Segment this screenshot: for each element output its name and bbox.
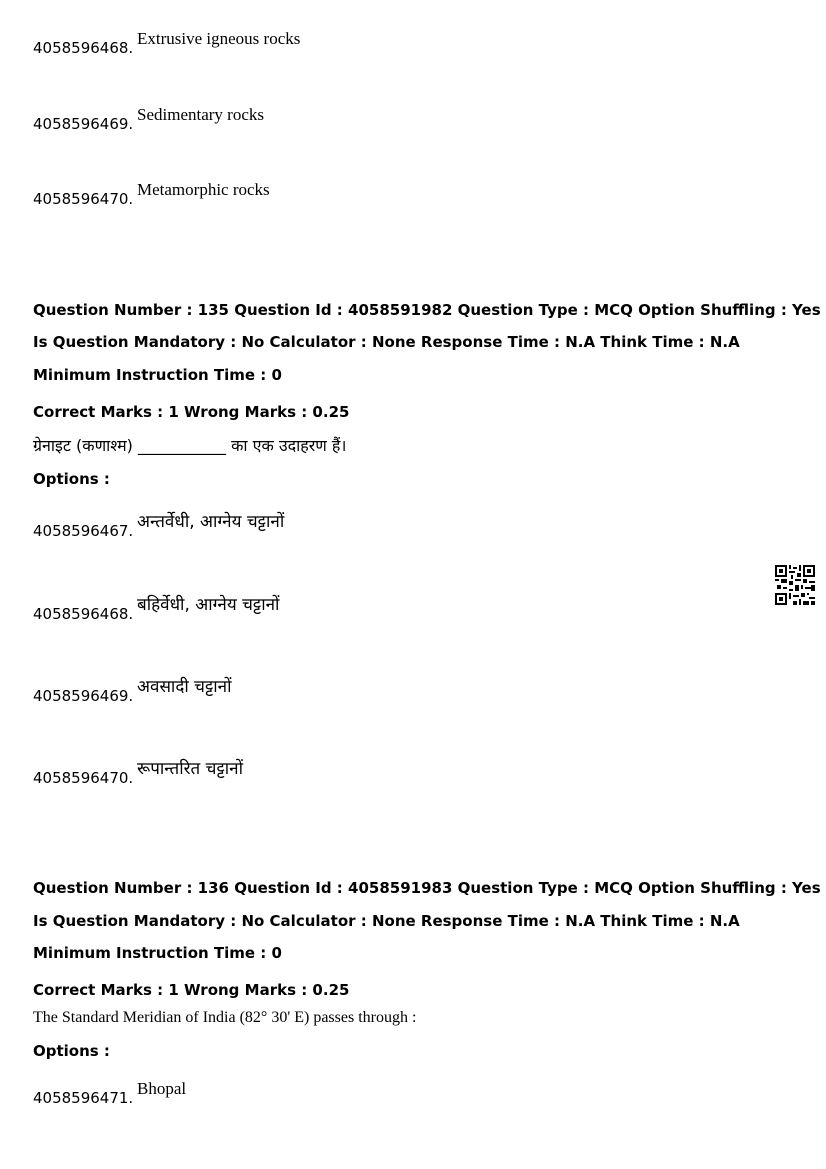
qr-code-icon xyxy=(775,565,815,605)
option-number: 4058596468. xyxy=(33,605,134,623)
option-number: 4058596469. xyxy=(33,115,134,133)
option-text: Bhopal xyxy=(137,1079,187,1098)
option-number: 4058596467. xyxy=(33,522,134,540)
option-number: 4058596468. xyxy=(33,39,134,57)
option-text: Extrusive igneous rocks xyxy=(137,29,301,48)
option-text: Metamorphic rocks xyxy=(137,180,270,199)
option-number: 4058596471. xyxy=(33,1089,134,1107)
option-number: 4058596469. xyxy=(33,687,134,705)
option-text: Sedimentary rocks xyxy=(137,105,264,124)
option-text: अवसादी चट्टानों xyxy=(137,677,232,697)
marks-info: Correct Marks : 1 Wrong Marks : 0.25 xyxy=(33,403,350,421)
option-number: 4058596470. xyxy=(33,190,134,208)
instruction-time: Minimum Instruction Time : 0 xyxy=(33,944,282,962)
question-mandatory-info: Is Question Mandatory : No Calculator : None Response Time : N.A Think Time : N.A xyxy=(33,912,740,930)
marks-info: Correct Marks : 1 Wrong Marks : 0.25 xyxy=(33,981,350,999)
question-header: Question Number : 135 Question Id : 4058591982 Question Type : MCQ Option Shuffling : Yes xyxy=(33,301,821,319)
option-number: 4058596470. xyxy=(33,769,134,787)
option-text: बहिर्वेधी, आग्नेय चट्टानों xyxy=(137,595,280,615)
instruction-time: Minimum Instruction Time : 0 xyxy=(33,366,282,384)
question-text: ग्रेनाइट (कणाश्म) ___________ का एक उदाहरण हैं। xyxy=(33,436,347,455)
options-label: Options : xyxy=(33,1042,110,1060)
option-text: अन्तर्वेधी, आग्नेय चट्टानों xyxy=(137,512,285,532)
question-text: The Standard Meridian of India (82° 30' E) passes through : xyxy=(33,1009,417,1026)
options-label: Options : xyxy=(33,470,110,488)
question-header: Question Number : 136 Question Id : 4058591983 Question Type : MCQ Option Shuffling : Yes xyxy=(33,879,821,897)
option-text: रूपान्तरित चट्टानों xyxy=(137,759,243,779)
question-mandatory-info: Is Question Mandatory : No Calculator : None Response Time : N.A Think Time : N.A xyxy=(33,333,740,351)
